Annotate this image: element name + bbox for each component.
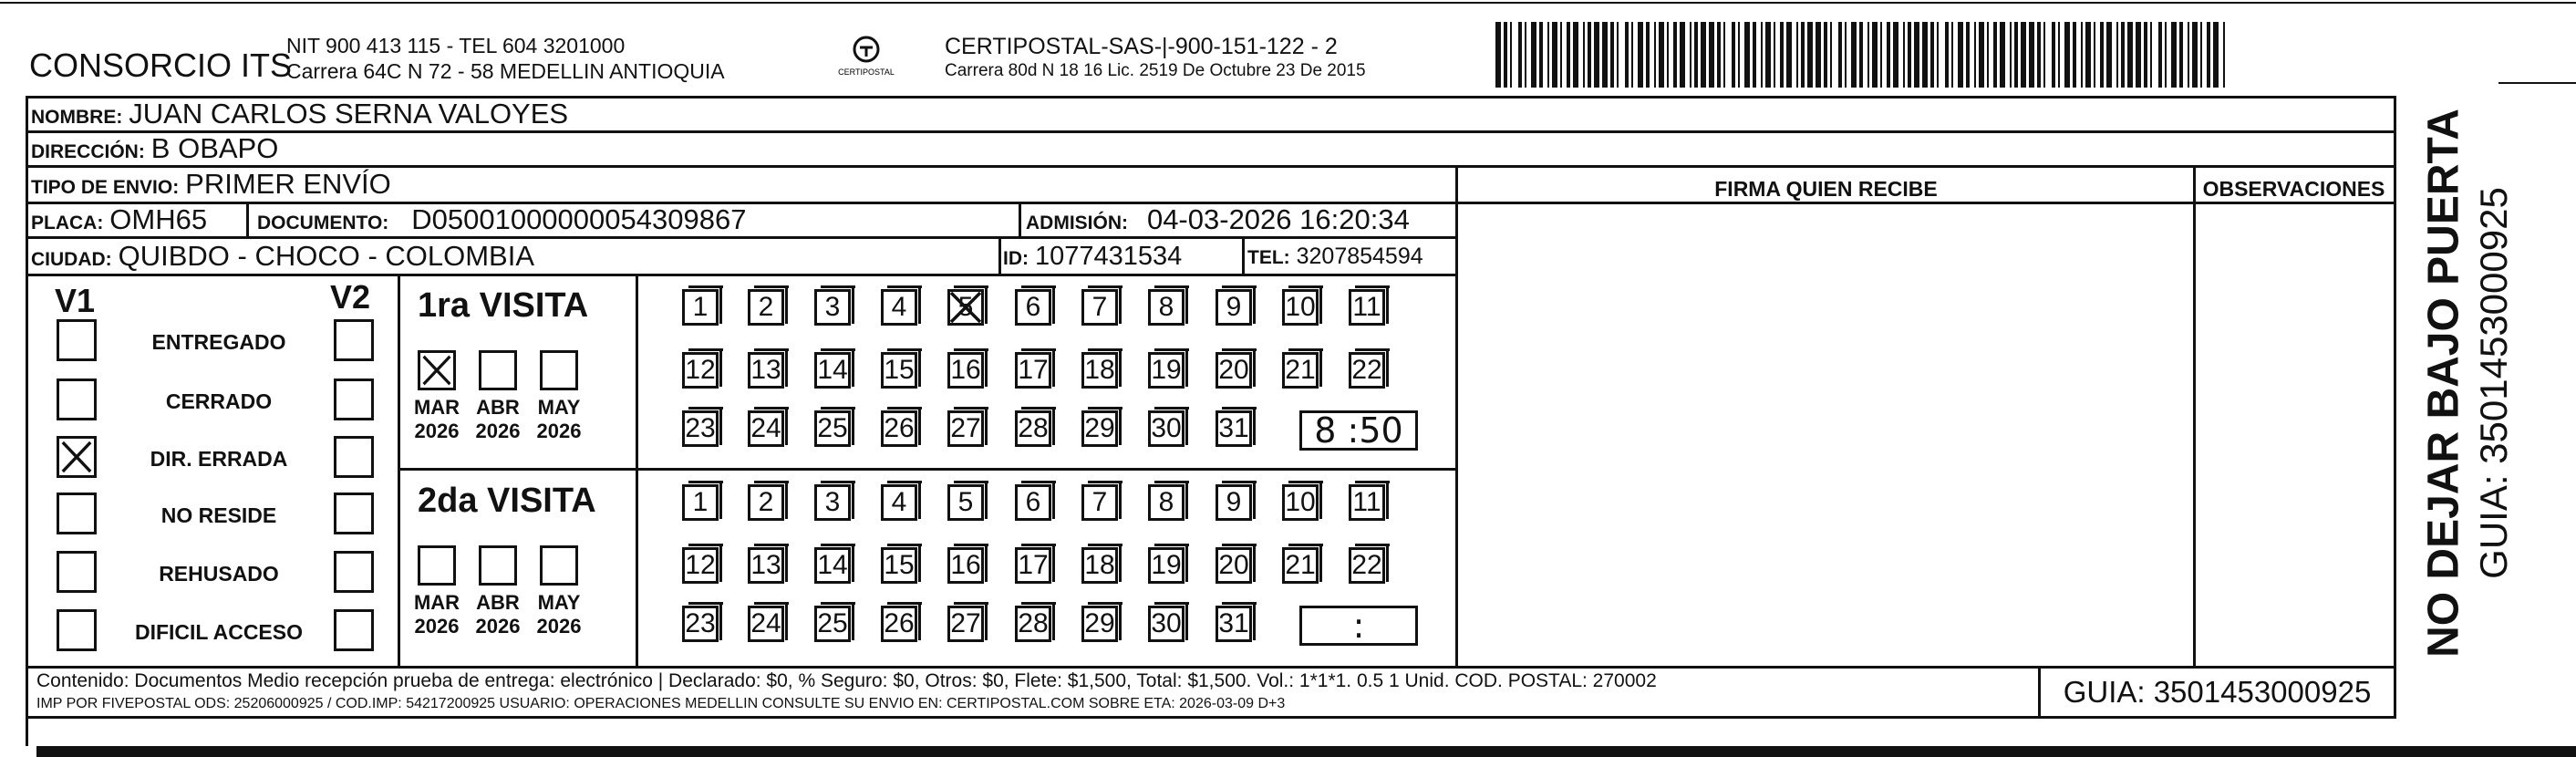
barcode-icon <box>1495 22 2225 88</box>
city-value: QUIBDO - CHOCO - COLOMBIA <box>118 240 535 272</box>
day-box-14[interactable] <box>814 547 851 584</box>
day-number: 16 <box>950 355 981 385</box>
day-box-4[interactable] <box>881 484 917 521</box>
day-number: 1 <box>692 292 709 322</box>
plate-label: PLACA: <box>31 213 104 233</box>
day-box-11[interactable] <box>1349 484 1385 521</box>
v1-checkbox-5[interactable] <box>57 609 97 651</box>
city-label: CIUDAD: <box>31 249 112 270</box>
nit-line: NIT 900 413 115 - TEL 604 3201000 <box>286 34 626 57</box>
day-box-6[interactable] <box>1015 289 1051 326</box>
day-number: 31 <box>1218 608 1249 638</box>
day-number: 22 <box>1351 355 1382 385</box>
v2-checkbox-4[interactable] <box>334 551 374 593</box>
day-number: 31 <box>1218 413 1249 443</box>
status-option-label: DIR. ERRADA <box>150 447 288 471</box>
day-number: 8 <box>1158 487 1174 517</box>
name-value: JUAN CARLOS SERNA VALOYES <box>129 98 569 130</box>
shipment-type-value: PRIMER ENVÍO <box>185 168 391 200</box>
day-number: 12 <box>685 550 716 580</box>
day-number: 21 <box>1285 355 1316 385</box>
guia-box: GUIA: 3501453000925 <box>2063 675 2372 709</box>
day-box-10[interactable] <box>1282 289 1319 326</box>
day-box-15[interactable] <box>881 352 917 389</box>
day-box-25[interactable] <box>814 410 851 447</box>
day-number: 9 <box>1226 292 1242 322</box>
day-box-30[interactable] <box>1148 606 1185 642</box>
day-box-16[interactable] <box>947 547 984 584</box>
status-option-label: REHUSADO <box>159 562 279 586</box>
day-box-7[interactable] <box>1081 289 1118 326</box>
day-check-mark <box>947 289 984 326</box>
day-number: 15 <box>884 355 915 385</box>
month-label: ABR <box>476 591 520 614</box>
year-label: 2026 <box>475 420 521 442</box>
day-box-29[interactable] <box>1081 410 1118 447</box>
day-number: 15 <box>884 550 915 580</box>
status-option-label: DIFICIL ACCESO <box>134 620 303 644</box>
day-box-6[interactable] <box>1015 484 1051 521</box>
admission-label: ADMISIÓN: <box>1026 213 1128 233</box>
status-option-label: CERRADO <box>165 389 273 413</box>
signature-header: FIRMA QUIEN RECIBE <box>1714 177 1938 201</box>
day-number: 11 <box>1352 292 1381 322</box>
name-row <box>31 100 568 131</box>
tel-row <box>1247 243 1423 272</box>
day-box-18[interactable] <box>1081 352 1118 389</box>
day-box-2[interactable] <box>748 484 784 521</box>
day-box-11[interactable] <box>1349 289 1385 326</box>
day-box-8[interactable] <box>1148 289 1185 326</box>
day-box-22[interactable] <box>1349 352 1385 389</box>
day-box-29[interactable] <box>1081 606 1118 642</box>
day-number: 17 <box>1018 355 1049 385</box>
day-box-17[interactable] <box>1015 352 1051 389</box>
day-number: 1 <box>692 487 709 517</box>
admission-value: 04-03-2026 16:20:34 <box>1146 203 1410 235</box>
day-box-5[interactable] <box>947 484 984 521</box>
svg-text:CERTIPOSTAL: CERTIPOSTAL <box>838 67 895 77</box>
day-number: 10 <box>1285 292 1316 322</box>
document-row <box>257 203 747 237</box>
bottom-edge-band <box>36 746 2576 757</box>
month-label: MAR <box>413 591 460 614</box>
day-number: 23 <box>685 413 716 443</box>
v2-label: V2 <box>330 278 371 316</box>
day-box-27[interactable] <box>947 410 984 447</box>
day-number: 7 <box>1091 487 1108 517</box>
day-number: 29 <box>1084 413 1115 443</box>
day-number: 24 <box>750 413 781 443</box>
day-number: 5 <box>957 292 974 322</box>
day-box-18[interactable] <box>1081 547 1118 584</box>
day-number: 25 <box>817 413 848 443</box>
day-box-8[interactable] <box>1148 484 1185 521</box>
day-box-13[interactable] <box>748 547 784 584</box>
day-box-25[interactable] <box>814 606 851 642</box>
day-number: 27 <box>950 413 981 443</box>
year-label: 2026 <box>475 615 521 638</box>
day-box-2[interactable] <box>748 289 784 326</box>
day-box-21[interactable] <box>1282 352 1319 389</box>
day-box-12[interactable] <box>682 547 719 584</box>
imp-line: IMP POR FIVEPOSTAL ODS: 25206000925 / COD.IMP: 54217200925 USUARIO: OPERACIONES MEDELLIN CONSULTE SU ENVIO EN: CERTIPOSTAL.COM SOBRE ETA: 2026-03-09 D+3 <box>36 696 1286 711</box>
content-line: Contenido: Documentos Medio recepción prueba de entrega: electrónico | Declarado: $0, % Seguro: $0, Otros: $0, Flete: $1,500, Total: $1,500. Vol.: 1*1*1. 0.5 1 Unid. COD. POSTAL: 270002 <box>36 670 1657 691</box>
day-box-9[interactable] <box>1216 289 1252 326</box>
side-panel <box>2334 109 2571 658</box>
status-option-label: ENTREGADO <box>151 330 286 354</box>
day-box-10[interactable] <box>1282 484 1319 521</box>
day-number: 19 <box>1151 550 1182 580</box>
day-number: 19 <box>1151 355 1182 385</box>
v1-label: V1 <box>55 282 96 319</box>
month-label: MAY <box>537 396 581 419</box>
status-option-label: NO RESIDE <box>160 503 277 527</box>
day-box-15[interactable] <box>881 547 917 584</box>
day-box-19[interactable] <box>1148 352 1185 389</box>
day-number: 4 <box>891 487 907 517</box>
top-edge-line <box>0 2 2576 4</box>
day-number: 7 <box>1091 292 1108 322</box>
side-edge-line <box>2498 82 2576 84</box>
day-box-31[interactable] <box>1216 606 1252 642</box>
day-box-4[interactable] <box>881 289 917 326</box>
day-number: 13 <box>750 355 781 385</box>
day-number: 18 <box>1084 355 1115 385</box>
day-number: 11 <box>1352 487 1381 517</box>
month-checkbox-mar[interactable] <box>418 350 456 390</box>
v1-checkbox-2[interactable] <box>57 436 97 478</box>
month-checkbox-may[interactable] <box>540 545 578 586</box>
day-box-14[interactable] <box>814 352 851 389</box>
day-box-1[interactable] <box>682 289 719 326</box>
day-number: 6 <box>1025 292 1041 322</box>
day-number: 30 <box>1151 608 1182 638</box>
id-row <box>1003 243 1182 273</box>
admission-row <box>1026 203 1410 237</box>
year-label: 2026 <box>536 615 582 638</box>
day-box-23[interactable] <box>682 606 719 642</box>
day-number: 10 <box>1285 487 1316 517</box>
year-label: 2026 <box>414 615 460 638</box>
v2-checkbox-0[interactable] <box>334 319 374 361</box>
v2-checkbox-1[interactable] <box>334 378 374 420</box>
certipostal-logo <box>830 35 903 82</box>
company-address: Carrera 64C N 72 - 58 MEDELLIN ANTIOQUIA <box>286 59 725 83</box>
v1-checkbox-0[interactable] <box>57 319 97 361</box>
tel-value: 3207854594 <box>1296 244 1423 269</box>
day-number: 3 <box>824 292 841 322</box>
carrier-address: Carrera 80d N 18 16 Lic. 2519 De Octubre 23 De 2015 <box>945 61 1366 80</box>
day-number: 29 <box>1084 608 1115 638</box>
day-number: 9 <box>1226 487 1242 517</box>
day-box-13[interactable] <box>748 352 784 389</box>
plate-row <box>31 203 208 237</box>
day-number: 8 <box>1158 292 1174 322</box>
day-number: 2 <box>758 487 774 517</box>
day-number: 23 <box>685 608 716 638</box>
day-box-3[interactable] <box>814 484 851 521</box>
day-box-24[interactable] <box>748 410 784 447</box>
day-number: 25 <box>817 608 848 638</box>
day-number: 4 <box>891 292 907 322</box>
day-number: 26 <box>884 608 915 638</box>
month-label: MAY <box>537 591 581 614</box>
id-label: ID: <box>1003 248 1029 269</box>
document-label: DOCUMENTO: <box>257 213 389 233</box>
shipment-type-label: TIPO DE ENVIO: <box>31 177 180 198</box>
observations-header: OBSERVACIONES <box>2202 177 2385 201</box>
day-number: 30 <box>1151 413 1182 443</box>
month-checkbox-mar[interactable] <box>418 545 456 586</box>
month-label: ABR <box>476 396 520 419</box>
day-number: 2 <box>758 292 774 322</box>
day-box-9[interactable] <box>1216 484 1252 521</box>
year-label: 2026 <box>536 420 582 442</box>
day-box-27[interactable] <box>947 606 984 642</box>
day-box-26[interactable] <box>881 410 917 447</box>
day-box-3[interactable] <box>814 289 851 326</box>
day-number: 18 <box>1084 550 1115 580</box>
day-box-24[interactable] <box>748 606 784 642</box>
day-box-16[interactable] <box>947 352 984 389</box>
day-box-1[interactable] <box>682 484 719 521</box>
day-number: 16 <box>950 550 981 580</box>
name-label: NOMBRE: <box>31 107 123 128</box>
day-box-5[interactable] <box>947 289 984 326</box>
day-box-17[interactable] <box>1015 547 1051 584</box>
day-box-7[interactable] <box>1081 484 1118 521</box>
day-box-19[interactable] <box>1148 547 1185 584</box>
day-number: 17 <box>1018 550 1049 580</box>
id-value: 1077431534 <box>1034 242 1183 271</box>
side-notice: NO DEJAR BAJO PUERTA <box>2419 109 2468 658</box>
day-box-22[interactable] <box>1349 547 1385 584</box>
day-number: 5 <box>957 487 974 517</box>
day-box-30[interactable] <box>1148 410 1185 447</box>
day-number: 27 <box>950 608 981 638</box>
day-number: 24 <box>750 608 781 638</box>
day-box-26[interactable] <box>881 606 917 642</box>
day-number: 22 <box>1351 550 1382 580</box>
day-number: 13 <box>750 550 781 580</box>
year-label: 2026 <box>414 420 460 442</box>
tel-label: TEL: <box>1247 247 1290 268</box>
day-box-28[interactable] <box>1015 410 1051 447</box>
day-box-31[interactable] <box>1216 410 1252 447</box>
day-number: 20 <box>1218 355 1249 385</box>
day-box-28[interactable] <box>1015 606 1051 642</box>
v2-checkbox-3[interactable] <box>334 493 374 534</box>
v1-checkbox-3[interactable] <box>57 493 97 534</box>
day-box-23[interactable] <box>682 410 719 447</box>
plate-value: OMH65 <box>109 203 208 235</box>
day-number: 20 <box>1218 550 1249 580</box>
day-box-21[interactable] <box>1282 547 1319 584</box>
address-label: DIRECCIÓN: <box>31 141 145 162</box>
day-number: 12 <box>685 355 716 385</box>
document-value: D05001000000054309867 <box>411 203 747 235</box>
day-number: 28 <box>1018 413 1049 443</box>
day-number: 28 <box>1018 608 1049 638</box>
side-guia: GUIA: 3501453000925 <box>2472 187 2515 579</box>
v2-checkbox-2[interactable] <box>334 436 374 478</box>
day-number: 21 <box>1285 550 1316 580</box>
month-label: MAR <box>413 396 460 419</box>
day-box-20[interactable] <box>1216 352 1252 389</box>
visit-time-field[interactable]: : <box>1299 606 1418 646</box>
day-number: 6 <box>1025 487 1041 517</box>
month-checkbox-abr[interactable] <box>479 545 517 586</box>
month-checkbox-may[interactable] <box>540 350 578 390</box>
visit-title: 2da VISITA <box>418 482 596 520</box>
day-number: 14 <box>817 550 848 580</box>
city-row <box>31 240 535 274</box>
visit-title: 1ra VISITA <box>418 286 589 325</box>
address-row <box>31 132 279 166</box>
company-name: CONSORCIO ITS <box>29 47 293 84</box>
day-box-12[interactable] <box>682 352 719 389</box>
day-number: 26 <box>884 413 915 443</box>
day-box-20[interactable] <box>1216 547 1252 584</box>
v1-checkbox-1[interactable] <box>57 378 97 420</box>
v1-checkbox-4[interactable] <box>57 551 97 593</box>
visit-time-field[interactable]: 8 :50 <box>1299 410 1418 451</box>
month-checkbox-abr[interactable] <box>479 350 517 390</box>
address-value: B OBAPO <box>150 132 279 164</box>
v2-checkbox-5[interactable] <box>334 609 374 651</box>
day-number: 3 <box>824 487 841 517</box>
day-number: 14 <box>817 355 848 385</box>
shipment-type-row <box>31 168 391 202</box>
carrier-line: CERTIPOSTAL-SAS-|-900-151-122 - 2 <box>945 34 1338 59</box>
